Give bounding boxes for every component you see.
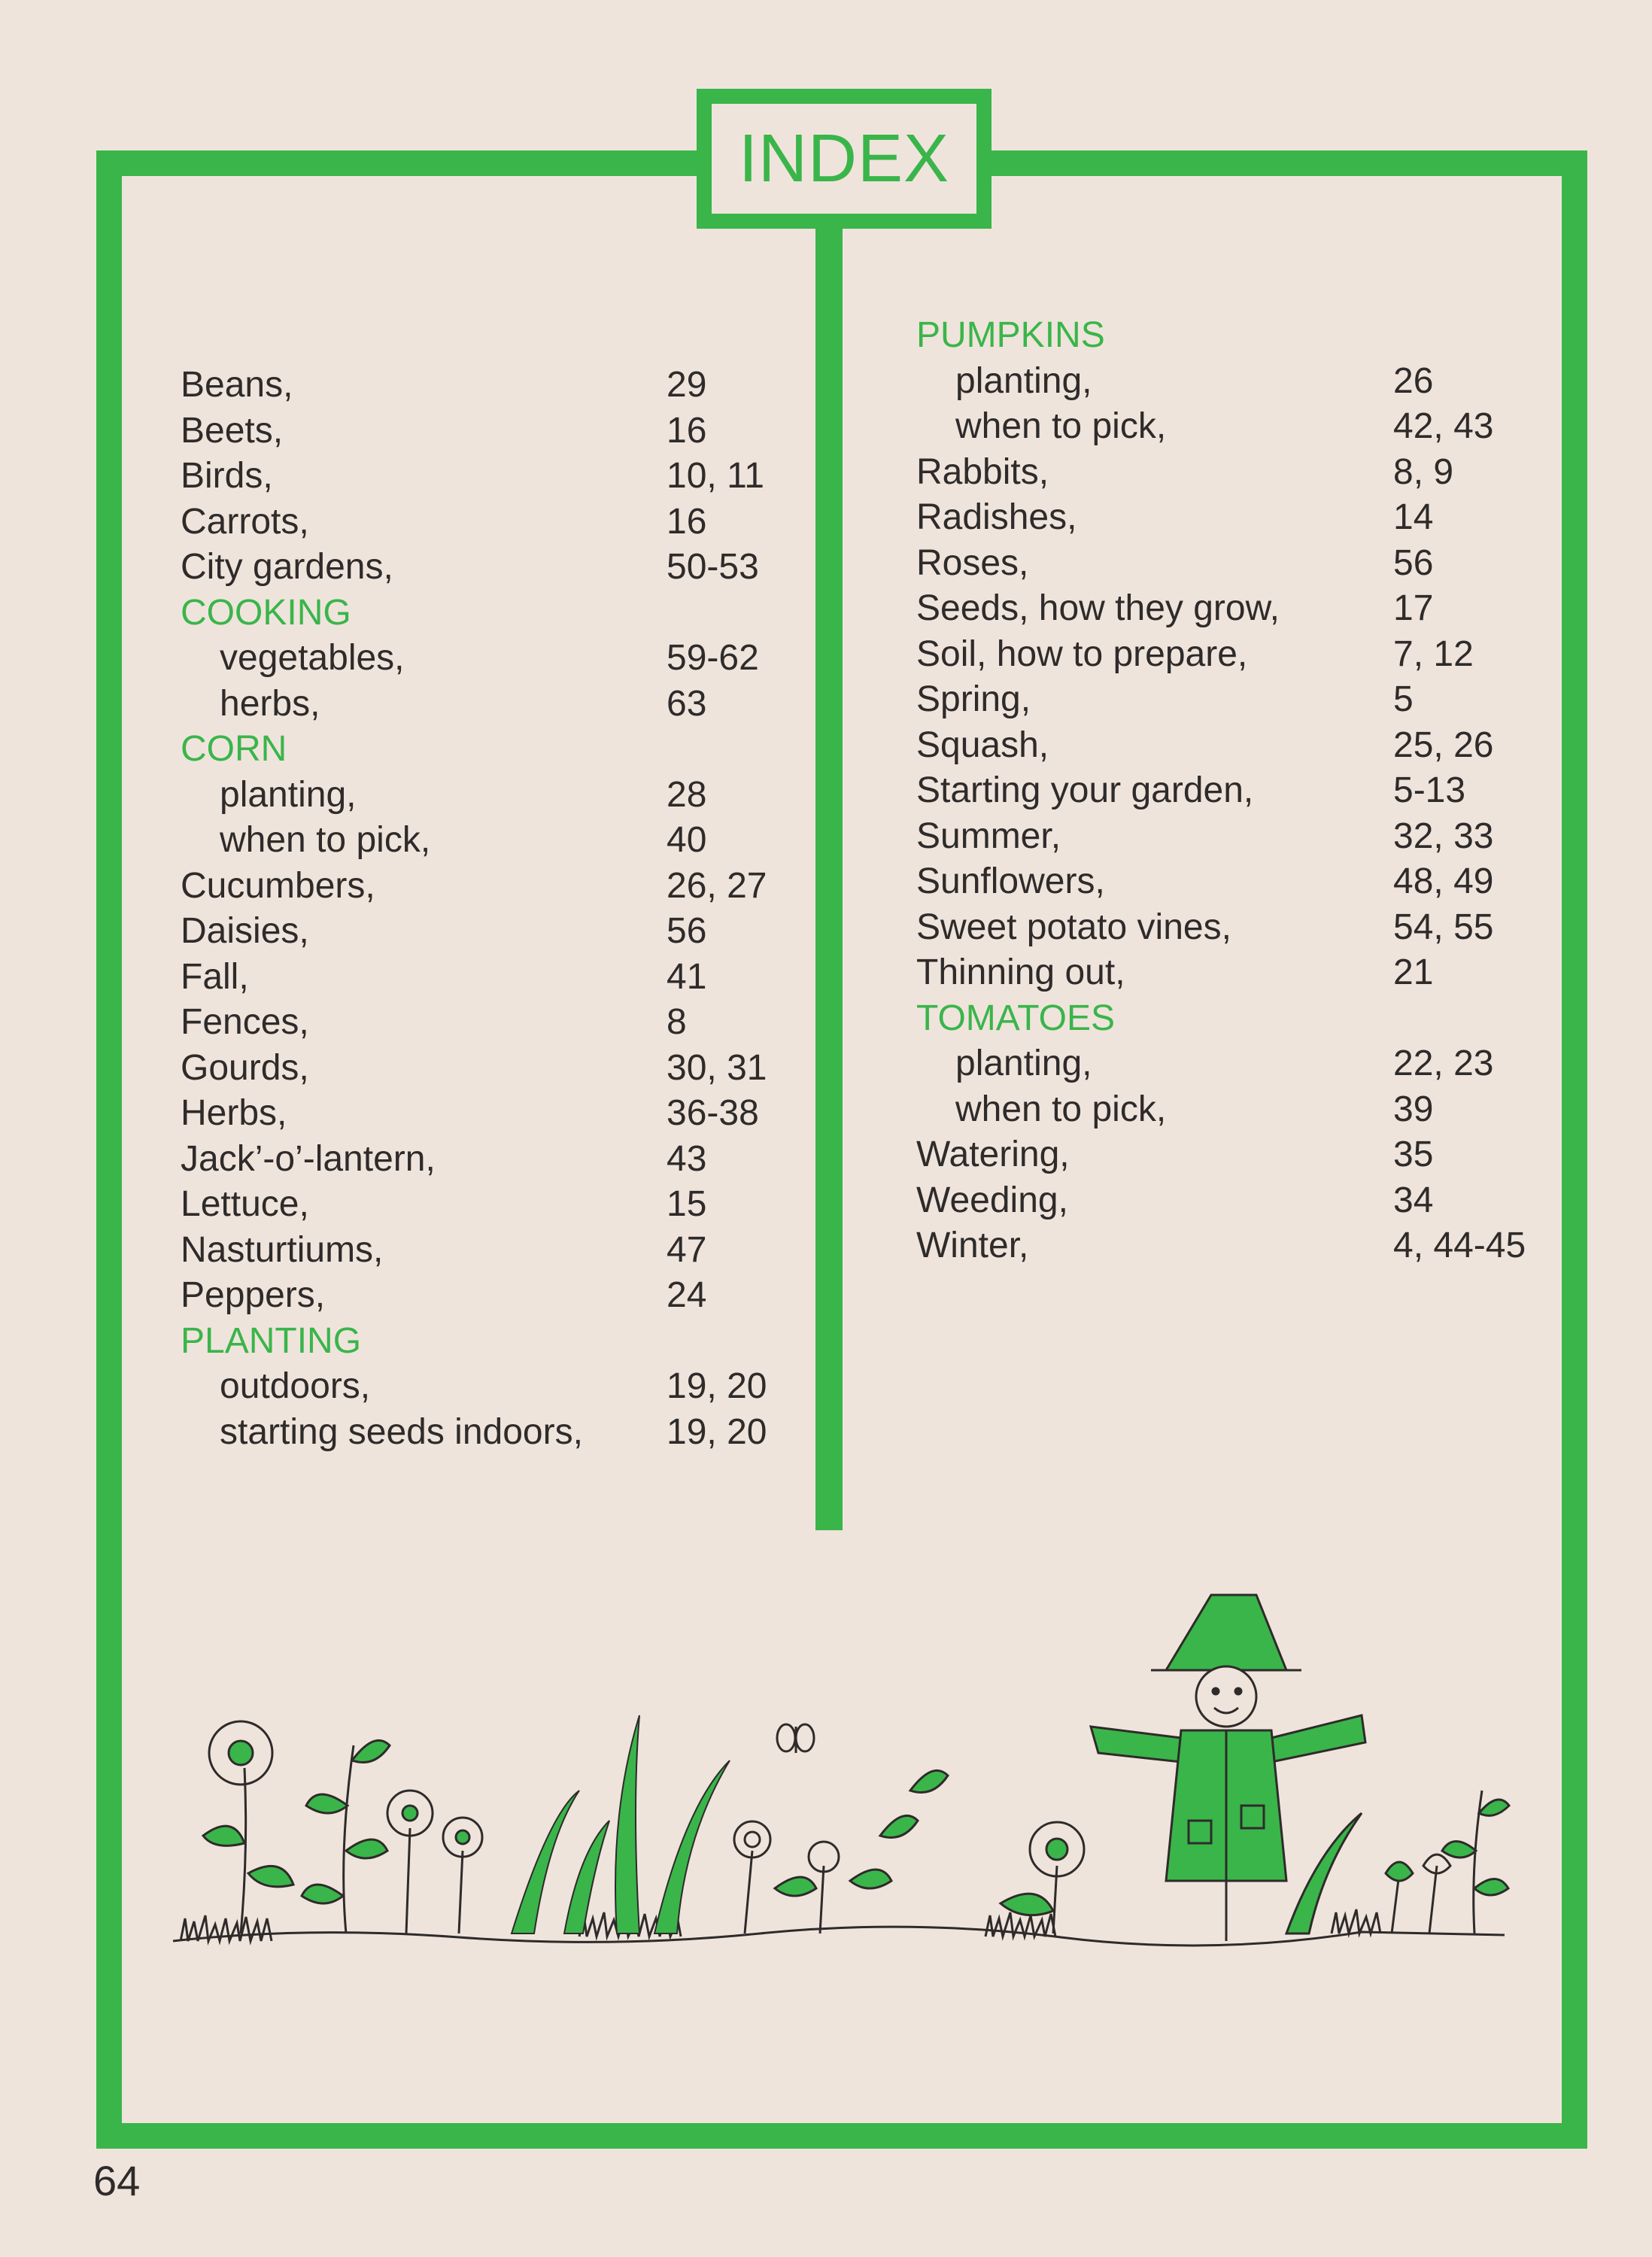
index-entry (181, 818, 797, 864)
small-daisies (387, 1791, 482, 1933)
index-term: when to pick, (220, 820, 431, 860)
index-term: Nasturtiums, (181, 1229, 384, 1270)
index-entry (181, 682, 797, 728)
index-pages: 48, 49 (1393, 861, 1494, 901)
index-term: Thinning out, (916, 952, 1125, 992)
index-term: vegetables, (220, 638, 405, 678)
index-term: Spring, (916, 679, 1031, 719)
index-term: when to pick, (955, 1089, 1167, 1129)
index-entry (181, 773, 797, 819)
butterfly (777, 1724, 814, 1753)
rose-flowers (734, 1770, 948, 1933)
index-entry (181, 1091, 797, 1137)
index-entry (916, 950, 1563, 996)
index-pages: 4, 44-45 (1393, 1226, 1526, 1265)
index-entry (916, 814, 1563, 860)
tall-grass-blades (512, 1715, 730, 1933)
index-pages: 19, 20 (667, 1366, 767, 1406)
index-pages: 8 (667, 1002, 687, 1042)
index-term: Daisies, (181, 911, 309, 951)
index-term: Weeding, (916, 1180, 1068, 1220)
index-term: Cucumbers, (181, 865, 375, 906)
index-term: Radishes, (916, 497, 1077, 537)
index-pages: 17 (1393, 588, 1434, 628)
index-pages: 56 (667, 911, 707, 951)
index-entry (181, 955, 797, 1001)
index-term: PLANTING (181, 1320, 362, 1361)
index-heading (181, 591, 797, 636)
daisy-flower (203, 1721, 293, 1933)
index-term: TOMATOES (916, 998, 1116, 1038)
index-pages: 50-53 (667, 547, 759, 587)
index-term: starting seeds indoors, (220, 1411, 583, 1452)
leafy-plant (302, 1740, 390, 1933)
index-entry (181, 1182, 797, 1228)
index-pages: 26 (1393, 360, 1434, 401)
index-entry (181, 1228, 797, 1274)
index-pages: 36-38 (667, 1093, 759, 1133)
index-pages: 63 (667, 683, 707, 724)
index-entry (181, 636, 797, 682)
index-entry (916, 586, 1563, 632)
index-pages: 21 (1393, 952, 1434, 992)
index-term: when to pick, (955, 406, 1167, 446)
index-pages: 10, 11 (667, 456, 764, 496)
index-entry (916, 677, 1563, 723)
index-entry (916, 1087, 1563, 1133)
index-pages: 16 (667, 501, 707, 542)
index-entry (916, 1041, 1563, 1087)
index-entry (181, 1273, 797, 1319)
index-pages: 47 (667, 1229, 707, 1270)
index-heading (181, 1319, 797, 1365)
index-entry (916, 404, 1563, 450)
index-term: Fences, (181, 1002, 309, 1042)
column-divider (815, 226, 843, 1530)
index-pages: 25, 26 (1393, 724, 1494, 765)
index-term: City gardens, (181, 547, 393, 587)
index-term: Squash, (916, 724, 1049, 765)
index-entry (181, 1046, 797, 1092)
index-pages: 5-13 (1393, 770, 1466, 810)
index-entry (916, 495, 1563, 541)
index-entry (916, 768, 1563, 814)
index-pages: 16 (667, 410, 707, 451)
index-pages: 39 (1393, 1089, 1434, 1129)
index-pages: 22, 23 (1393, 1043, 1494, 1083)
index-entry (181, 1410, 797, 1456)
index-column-right (916, 313, 1563, 1269)
index-entry (181, 1000, 797, 1046)
index-heading (181, 727, 797, 773)
index-pages: 43 (667, 1138, 707, 1179)
index-entry (916, 1223, 1563, 1269)
index-entry (181, 500, 797, 545)
index-term: planting, (955, 360, 1092, 401)
index-term: planting, (220, 774, 357, 815)
index-pages: 19, 20 (667, 1411, 767, 1452)
title-box (697, 89, 992, 229)
garden-illustration (158, 1565, 1527, 1986)
index-term: Roses, (916, 542, 1029, 583)
index-term: Herbs, (181, 1093, 287, 1133)
scarecrow (1091, 1595, 1365, 1941)
index-pages: 30, 31 (667, 1047, 767, 1088)
index-pages: 26, 27 (667, 865, 767, 906)
index-entry (916, 632, 1563, 678)
index-term: Lettuce, (181, 1184, 309, 1224)
index-term: Beets, (181, 410, 284, 451)
index-pages: 41 (667, 956, 707, 997)
index-column-left (181, 363, 797, 1455)
index-entry (181, 454, 797, 500)
index-entry (181, 909, 797, 955)
index-entry (916, 359, 1563, 405)
index-term: herbs, (220, 683, 320, 724)
index-term: Soil, how to prepare, (916, 633, 1248, 674)
index-heading (916, 313, 1563, 359)
index-term: Peppers, (181, 1275, 326, 1315)
page-title: INDEX (712, 104, 976, 214)
index-term: CORN (181, 729, 287, 769)
index-pages: 15 (667, 1184, 707, 1224)
index-term: Carrots, (181, 501, 309, 542)
index-pages: 40 (667, 820, 707, 860)
index-term: Gourds, (181, 1047, 309, 1088)
index-pages: 56 (1393, 542, 1434, 583)
index-term: Rabbits, (916, 451, 1049, 492)
index-entry (181, 1364, 797, 1410)
index-term: Jack’-o’-lantern, (181, 1138, 436, 1179)
index-entry (916, 1132, 1563, 1178)
index-entry (181, 1137, 797, 1183)
index-term: Sweet potato vines, (916, 907, 1231, 947)
index-term: Watering, (916, 1135, 1070, 1174)
index-term: Seeds, how they grow, (916, 588, 1280, 628)
index-pages: 29 (667, 365, 707, 405)
index-term: PUMPKINS (916, 315, 1105, 355)
index-entry (181, 409, 797, 454)
index-pages: 14 (1393, 497, 1434, 537)
index-term: Winter, (916, 1226, 1029, 1265)
index-pages: 34 (1393, 1180, 1434, 1220)
page-number: 64 (93, 2157, 141, 2204)
index-entry (916, 859, 1563, 905)
index-pages: 28 (667, 774, 707, 815)
index-term: Starting your garden, (916, 770, 1254, 810)
index-term: Fall, (181, 956, 249, 997)
index-term: Birds, (181, 456, 273, 496)
index-pages: 5 (1393, 679, 1414, 719)
index-pages: 54, 55 (1393, 907, 1494, 947)
index-term: outdoors, (220, 1366, 371, 1406)
index-term: Beans, (181, 365, 293, 405)
index-pages: 42, 43 (1393, 406, 1494, 446)
index-pages: 7, 12 (1393, 633, 1474, 674)
index-term: COOKING (181, 592, 351, 633)
right-plants (1286, 1791, 1509, 1933)
index-pages: 32, 33 (1393, 816, 1494, 856)
index-term: planting, (955, 1043, 1092, 1083)
index-entry (181, 545, 797, 591)
index-heading (916, 996, 1563, 1042)
index-entry (916, 905, 1563, 951)
index-term: Summer, (916, 816, 1061, 856)
index-entry (916, 723, 1563, 769)
index-term: Sunflowers, (916, 861, 1105, 901)
index-pages: 24 (667, 1275, 707, 1315)
index-entry (181, 864, 797, 910)
index-entry (916, 1178, 1563, 1224)
index-entry (916, 450, 1563, 496)
index-pages: 35 (1393, 1135, 1434, 1174)
index-entry (181, 363, 797, 409)
index-entry (916, 541, 1563, 587)
index-pages: 8, 9 (1393, 451, 1454, 492)
index-pages: 59-62 (667, 638, 759, 678)
